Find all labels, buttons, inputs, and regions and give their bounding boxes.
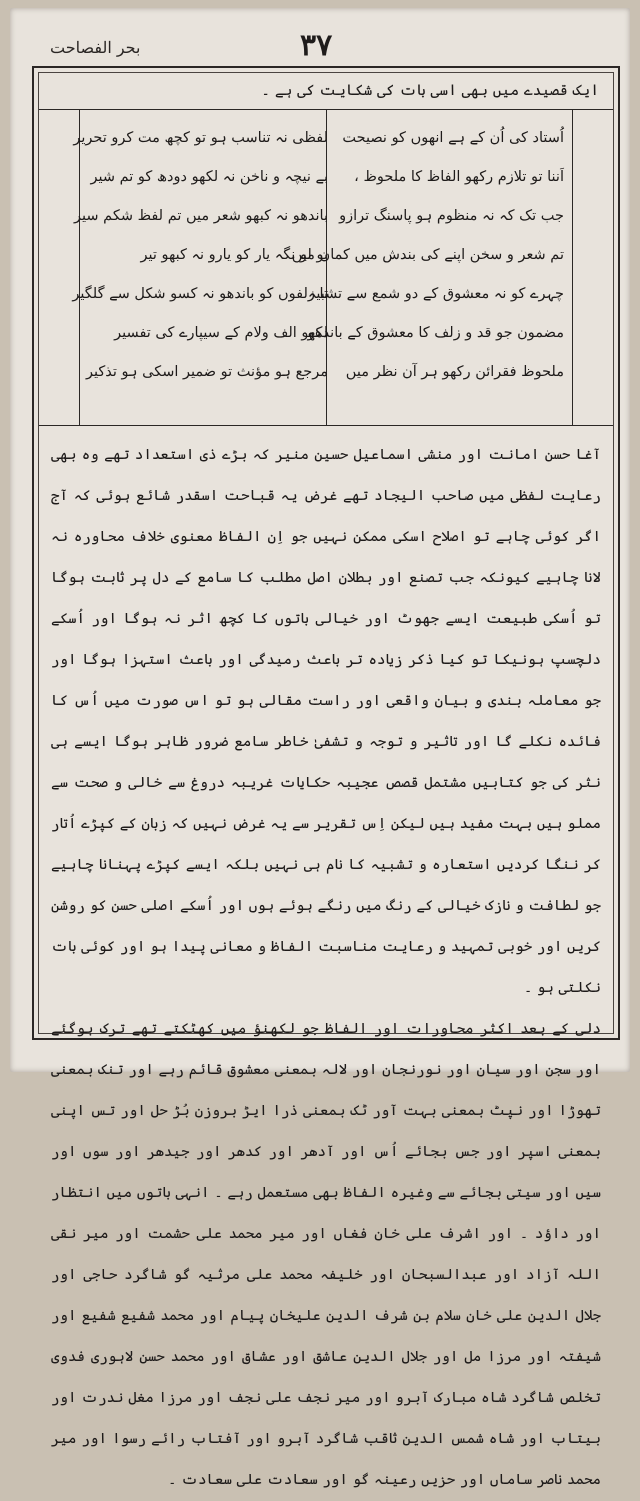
verse-column-left	[72, 119, 328, 392]
paragraph: دلی کے بعد اکثر محاورات اور الفاظ جو لکھنؤ میں کھٹکتے تھے ترک ہوگئے اور سجن اور سیان اور نورنجان اور لالہ بمعنی معشوق قائم رہے اور تنک بمعنی تھوڑا اور نپٹ بمعنی بہت آور ٹک بمعنی ذرا ایڑ بروزن بُڑ حل اور تس اپنی بمعنی اسپر اور جس بجائے اُس اور آدھر اور کدھر اور جیدھر اور سوں اور سیں اور سیتی بجائے سے وغیرہ الفاظ بھی مستعمل رہے ۔ انہی باتوں میں انتظار اور داؤد ۔ اور اشرف علی خان فغاں اور میر محمد علی حشمت اور میر نقی اللہ آزاد اور عبدالسبحان اور خلیفہ محمد علی مرثیہ گو شاگرد حاجی اور جلال الدین علی خان سلام بن شرف الدین علیخان پیام اور محمد شفیع شفیع اور شیفتہ اور مرزا مل اور جلال الدین عاشق اور عشاق اور محمد حسن لاہوری فدوی تخلص شاگرد شاہ مبارک آبرو اور میر نجف علی نجف اور مرزا مغل ندرت اور بیتاب اور شاہ شمس الدین ثاقب شاگرد آبرو اور آفتاب رائے رسوا اور میر محمد ناصر ساماں اور حزیں رعینہ گو اور سعادت علی سعادت ۔	[51, 1021, 601, 1488]
verse-line: ملحوظ فقرائن رکھو ہر آن نظر میں	[345, 364, 564, 380]
intro-line: ایک قصیدے میں بھی اسی بات کی شکایت کی ہے ۔	[261, 81, 599, 99]
verse-line: مضمون جو قد و زلف کا معشوق کے باندھو	[307, 325, 564, 341]
page-frame	[32, 66, 620, 1488]
verse-line: اَننا تو تلازم رکھو الفاظ کا ملحوظ ،	[354, 169, 564, 185]
book-page	[10, 8, 630, 1488]
verse-line: بے نیچہ و ناخن نہ لکھو دودھ کو تم شیر	[90, 169, 328, 185]
verse-column-right	[291, 119, 564, 392]
running-title: بحر الفصاحت	[50, 38, 141, 57]
page-frame-inner	[38, 72, 614, 1488]
verse-line: مرجع ہو مؤنث تو ضمیر اسکی ہو تذکیر	[85, 364, 328, 380]
verse-line: بو لو نگہ یار کو یارو نہ کبھو تیر	[140, 247, 328, 263]
verse-line: لفظی نہ تناسب ہو تو کچھ مت کرو تحریر	[73, 130, 328, 146]
prose-body	[51, 435, 601, 1501]
verse-line: اُستاد کی اُن کے ہے انھوں کو نصیحت	[342, 130, 564, 146]
verse-line: لکھو الف ولام کے سیپارے کی تفسیر	[114, 325, 328, 341]
page-number: ۳۷	[300, 28, 333, 63]
verse-line: چہرے کو نہ معشوق کے دو شمع سے تشبیہ	[307, 286, 564, 302]
verse-line: باندھو نہ کبھو شعر میں تم لفظ شکم سیر	[74, 208, 328, 224]
verse-block	[72, 109, 573, 425]
verse-line: جب تک کہ نہ منظوم ہو پاسنگ ترازو	[339, 208, 564, 224]
paragraph: آغا حسن امانت اور منشی اسماعیل حسین منیر کہ بڑے ذی استعداد تھے وہ بھی رعایت لفظی میں صاحب الیجاد تھے غرض یہ قباحت اسقدر شائع ہوئی کہ آج اگر کوئی چاہے تو اصلاح اسکی ممکن نہیں جو اِن الفاظ معنوی خلاف محاورہ نہ لانا چاہیے کیونکہ جب تصنع اور بطلان اصل مطلب کا سامع کے دل پر ثابت ہوگا تو اُسکی طبیعت ایسے جھوٹ اور خیالی باتوں کا کچھ اثر نہ ہوگا اور اُسکے دلچسپ ہونیکا تو کیا ذکر زیادہ تر باعث رمیدگی اور باعث استہزا ہوگا اور جو معاملہ بندی و بیان واقعی اور راست مقالی ہو تو اس صورت میں اُس کا فائدہ نکلے گا اور تاثیر و توجہ و تشفیٰ خاطر سامع ضرور ظاہر ہوگا ایسے ہی نثر کی جو کتابیں مشتمل قصص عجیبہ حکایات غریبہ دروغ سے خالی و صحت سے مملو ہیں بہت مفید ہیں لیکن اِس تقریر سے یہ غرض نہیں کہ زبان کے کپڑے اُتار کر ننگا کردیں استعارہ و تشبیہ کا نام ہی نہیں بلکہ ایسے کپڑے پہنانا چاہیے جو لطافت و نازک خیالی کے رنگ میں رنگے ہوئے ہوں اور اُسکے اصلی حسن کو روشن کریں اور خوبی تمہید و رعایت مناسبت الفاظ و معانی پیدا ہو اور کوئی بات نکلتی ہو ۔	[51, 447, 601, 996]
verse-line: تا زلفوں کو باندھو نہ کسو شکل سے گلگیر	[72, 286, 328, 302]
verse-line: تم شعر و سخن اپنے کی بندش میں کمان میں	[291, 247, 564, 263]
verse-rule	[39, 425, 613, 426]
